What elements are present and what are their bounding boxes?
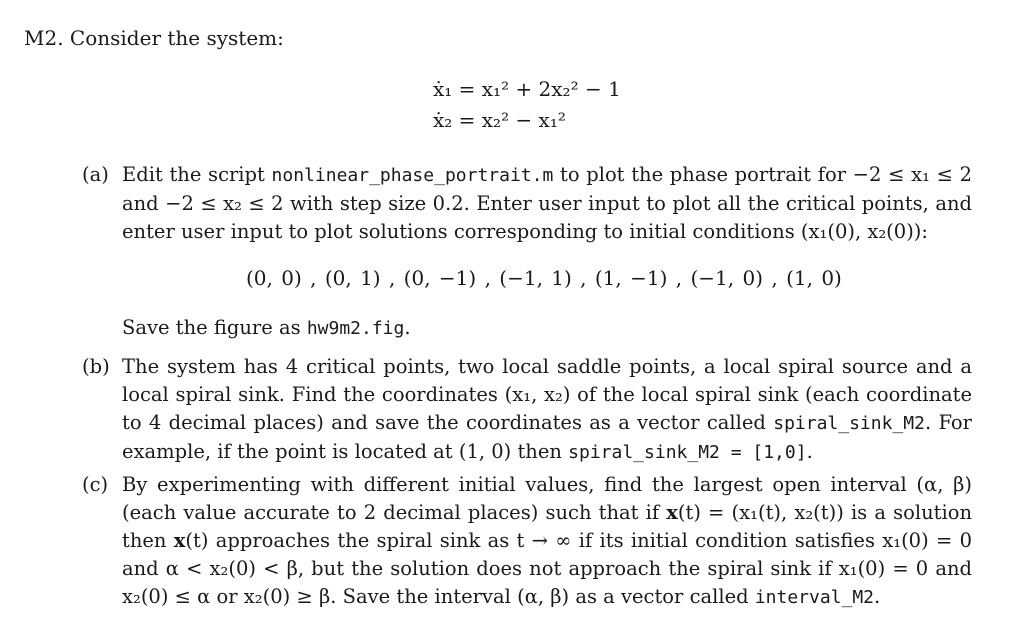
part-c-text-1: By experimenting with different initial values, find the largest open interval (α, β) (each value accurate to 2 decimal places) such that if	[122, 473, 972, 524]
part-a-label: (a)	[82, 163, 109, 186]
save-figure-line	[122, 316, 411, 339]
example-code: spiral_sink_M2 = [1,0]	[568, 442, 807, 463]
script-name: nonlinear_phase_portrait.m	[271, 165, 554, 186]
vector-x-2: x	[173, 529, 186, 552]
part-b-text-2: . For example, if the point is located at (1, 0) then	[122, 411, 972, 463]
equation-system	[433, 74, 621, 136]
part-a-text-2: to plot the phase portrait for −2 ≤ x₁ ≤ 2 and −2 ≤ x₂ ≤ 2 with step size 0.2. Enter user input to plot all the critical points, and enter user input to plot solutions corresponding to initial conditions (x₁(0), x₂(0)):	[122, 163, 972, 243]
save-prefix: Save the figure as	[122, 316, 301, 339]
equation-2: ẋ₂ = x₂² − x₁²	[433, 108, 566, 132]
part-b-label: (b)	[82, 355, 110, 378]
interval-var: interval_M2	[754, 587, 875, 608]
figure-name: hw9m2.fig	[306, 318, 405, 339]
part-c-label: (c)	[82, 473, 109, 496]
part-a-text-1: Edit the script	[122, 163, 265, 186]
part-c	[82, 471, 972, 612]
part-b-text-1: The system has 4 critical points, two local saddle points, a local spiral source and a local spiral sink. Find the coordinates (x₁, x₂) of the local spiral sink (each coordinate to 4 decimal places) and save the coordinates as a vector called	[122, 355, 972, 434]
part-c-text-4: .	[874, 585, 881, 608]
part-b-text-3: .	[806, 440, 813, 463]
part-a	[82, 161, 972, 246]
initial-conditions-list: (0, 0) , (0, 1) , (0, −1) , (−1, 1) , (1, −1) , (−1, 0) , (1, 0)	[246, 266, 842, 290]
part-b	[82, 353, 972, 467]
part-c-text-3: (t) approaches the spiral sink as t → ∞ if its initial condition satisfies x₁(0) = 0 and α < x₂(0) < β, but the solution does not approach the spiral sink if x₁(0) = 0 and x₂(0) ≤ α or x₂(0) ≥ β. Save the interval (α, β) as a vector called	[122, 529, 972, 608]
equation-1: ẋ₁ = x₁² + 2x₂² − 1	[433, 77, 621, 101]
save-suffix: .	[404, 316, 411, 339]
part-c-text-2: (t) = (x₁(t), x₂(t)) is a solution then	[122, 501, 972, 552]
spiral-sink-var: spiral_sink_M2	[773, 413, 925, 434]
vector-x-1: x	[666, 501, 678, 524]
problem-heading: M2. Consider the system:	[24, 26, 284, 50]
